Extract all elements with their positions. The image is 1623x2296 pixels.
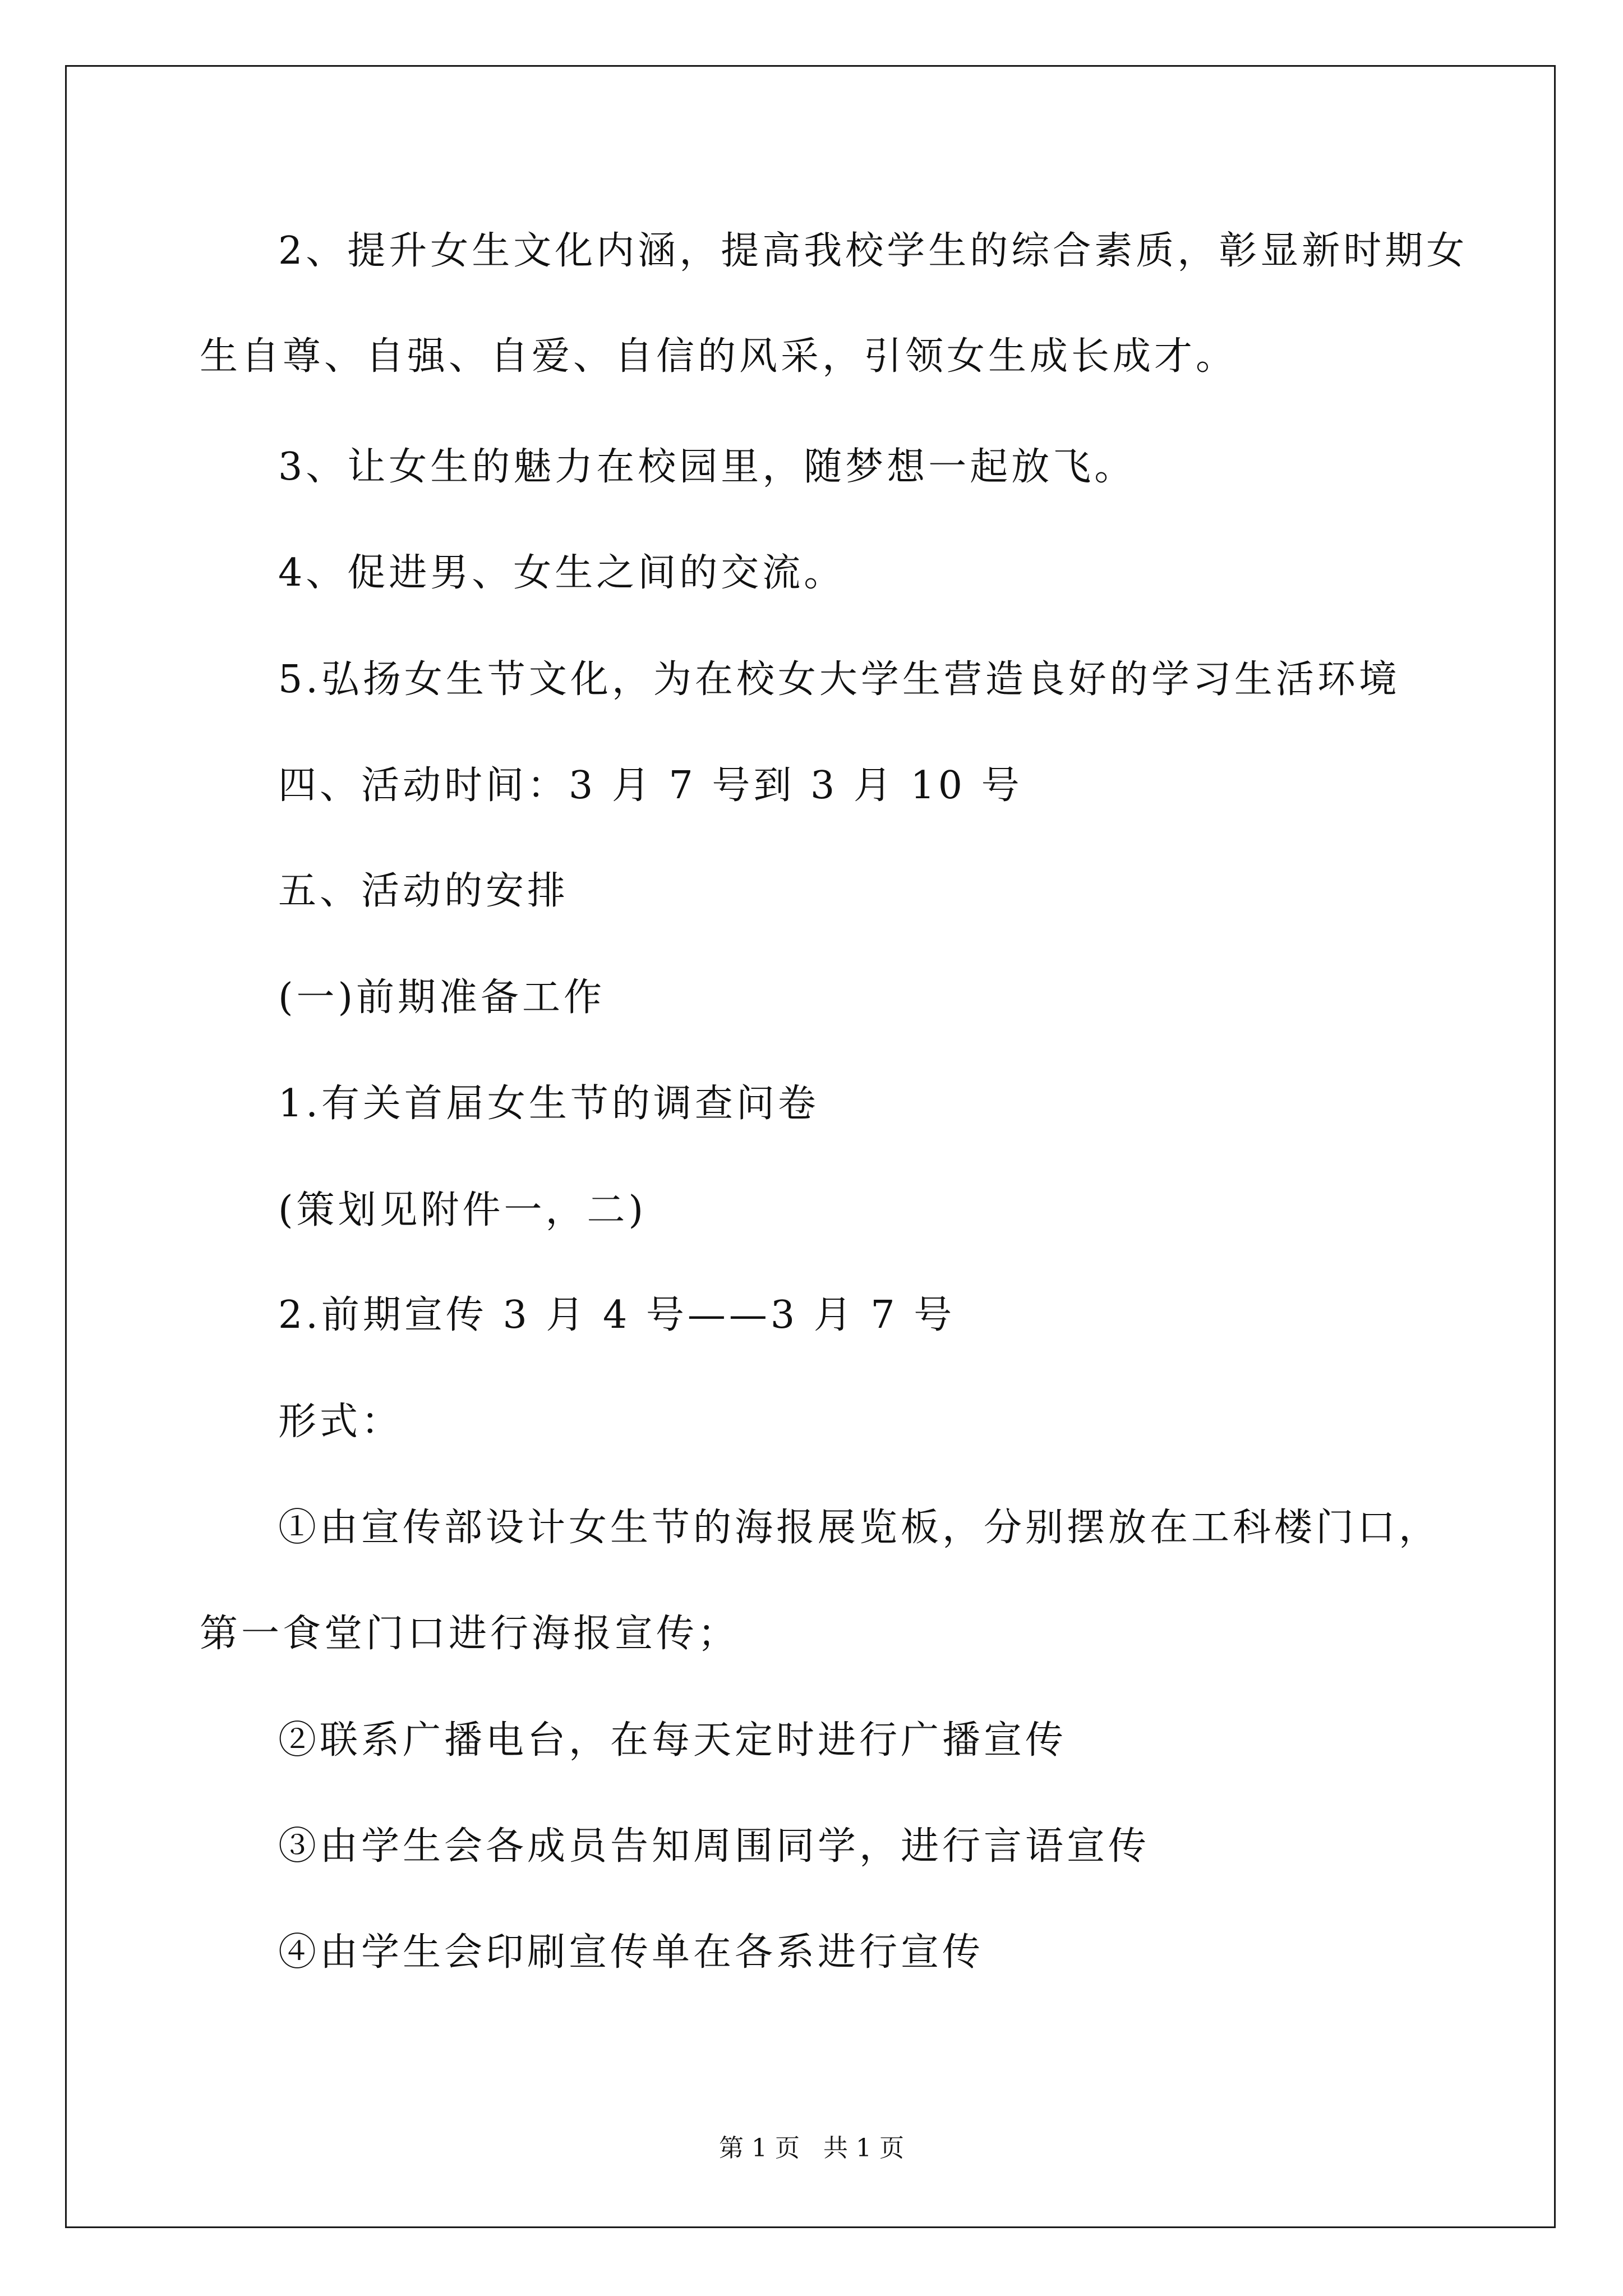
paragraph-5: 四、活动时间：3 月 7 号到 3 月 10 号 [278, 763, 1023, 808]
paragraph-15: ④由学生会印刷宣传单在各系进行宣传 [278, 1930, 984, 1975]
paragraph-6: 五、活动的安排 [278, 869, 569, 913]
paragraph-7: (一)前期准备工作 [278, 976, 606, 1020]
paragraph-9: (策划见附件一，二) [278, 1188, 647, 1232]
paragraph-2: 3、让女生的魅力在校园里，随梦想一起放飞。 [278, 445, 1136, 489]
paragraph-10: 2.前期宣传 3 月 4 号——3 月 7 号 [278, 1293, 956, 1337]
paragraph-11: 形式： [278, 1400, 403, 1444]
page-border [65, 65, 1556, 2228]
paragraph-3: 4、促进男、女生之间的交流。 [278, 551, 846, 595]
paragraph-13: ②联系广播电台，在每天定时进行广播宣传 [278, 1718, 1067, 1763]
paragraph-1-line-2: 生自尊、自强、自爱、自信的风采，引领女生成长成才。 [200, 334, 1238, 379]
paragraph-8: 1.有关首届女生节的调查问卷 [278, 1082, 819, 1126]
paragraph-12-line-2: 第一食堂门口进行海报宣传； [200, 1612, 740, 1656]
paragraph-1-line-1: 2、提升女生文化内涵，提高我校学生的综合素质，彰显新时期女 [278, 229, 1468, 273]
paragraph-4: 5.弘扬女生节文化，为在校女大学生营造良好的学习生活环境 [278, 657, 1400, 702]
paragraph-12-line-1: ①由宣传部设计女生节的海报展览板，分别摆放在工科楼门口， [278, 1506, 1441, 1550]
page-number-footer: 第 1 页 共 1 页 [719, 2134, 904, 2162]
paragraph-14: ③由学生会各成员告知周围同学，进行言语宣传 [278, 1824, 1150, 1869]
